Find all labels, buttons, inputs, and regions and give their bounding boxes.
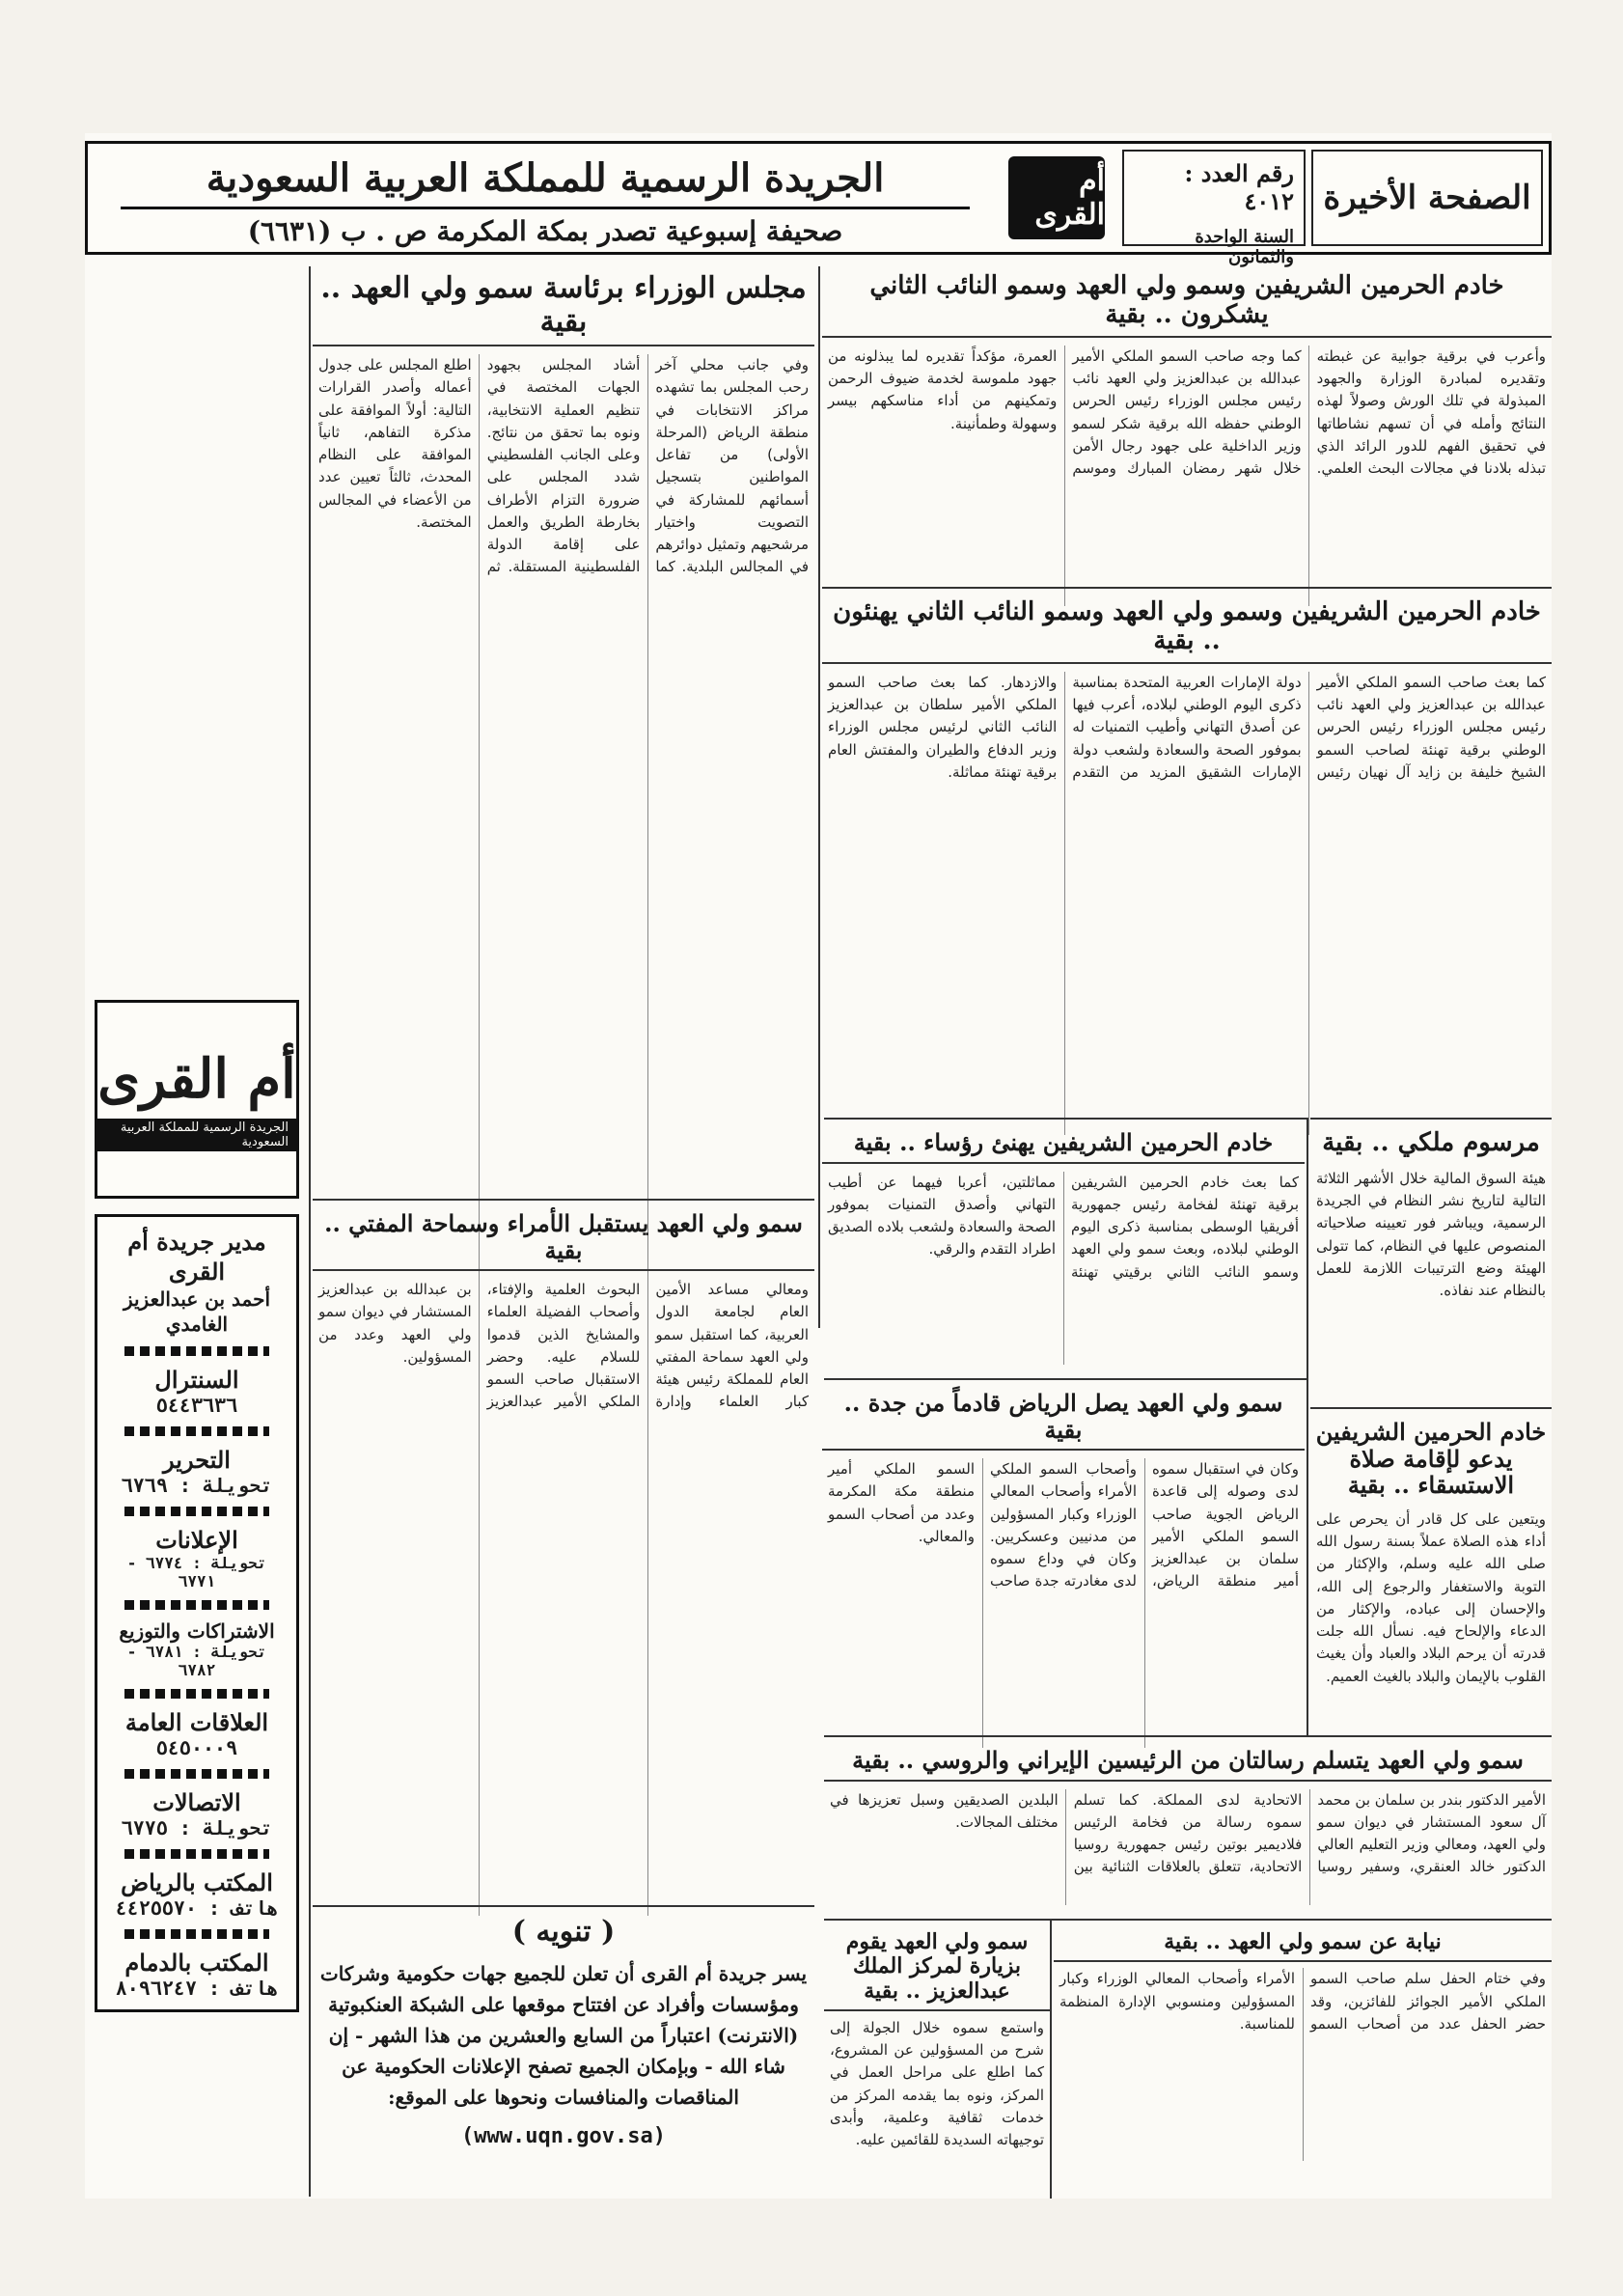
contact-label: الاشتراكات والتوزيع xyxy=(119,1619,275,1644)
article-body: وفي جانب محلي آخر رحب المجلس بما تشهده مراكز الانتخابات في منطقة الرياض (المرحلة الأولى) من تفاعل المواطنين بتسجيل أسمائهم للمشاركة في التصويت واختيار مرشحيهم وتمثيل دوائرهم في المجالس البلدية. كما أشاد المجلس بجهود الجهات المختصة في تنظيم العملية الانتخابية، ونوه بما تحقق من نتائج. وعلى الجانب الفلسطيني شدد المجلس على ضرورة التزام الأطراف بخارطة الطريق والعمل على إقامة الدولة الفلسطينية المستقلة. ثم اطلع المجلس على جدول أعماله وأصدر القرارات التالية: أولاً الموافقة على مذكرة التفاهم، ثانياً الموافقة على النظام المحدث، ثالثاً تعيين عدد من الأعضاء في المجالس المختصة. xyxy=(318,356,809,576)
separator xyxy=(124,1689,269,1699)
article-headline: سمو ولي العهد يتسلم رسالتان من الرئيسين الإيراني والروسي .. بقية xyxy=(824,1741,1552,1782)
article xyxy=(1054,1924,1552,2195)
article-body: واستمع سموه خلال الجولة إلى شرح من المسؤولين عن المشروع، كما اطلع على مراحل العمل في المركز، ونوه بما يقدمه المركز من خدمات ثقافية وعلمية، وأبدى توجيهاته السديدة للقائمين عليه. xyxy=(830,2018,1044,2149)
section-divider xyxy=(824,1735,1552,1737)
notice-body: يسر جريدة أم القرى أن تعلن للجميع جهات حكومية وشركات ومؤسسات وأفراد عن افتتاح موقعها على الشبكة العنكبوتية (الانترنت) اعتباراً من السابع والعشرين من هذا الشهر - إن شاء الله - وبإمكان الجميع تصفح الإعلانات الحكومية عن المناقصات والمنافسات ونحوها على الموقع: xyxy=(319,1962,808,2109)
contact-item xyxy=(105,1868,289,1920)
contact-number: هاتف : ٨٠٩٦٢٤٧ xyxy=(115,1977,279,2001)
section-divider xyxy=(822,587,1552,589)
article-headline: سمو ولي العهد يصل الرياض قادماً من جدة .. بقية xyxy=(822,1384,1305,1451)
article-headline: مرسوم ملكي .. بقية xyxy=(1322,1128,1540,1157)
sidebar xyxy=(85,266,309,2197)
masthead-titles xyxy=(101,150,989,246)
article-body: وفي ختام الحفل سلم صاحب السمو الملكي الأمير الجوائز للفائزين، وقد حضر الحفل عدد من أصحاب السمو الأمراء وأصحاب المعالي الوزراء وكبار المسؤولين ومنسوبي الإدارة المنظمة للمناسبة. xyxy=(1059,1970,1546,2033)
contact-number: تحويلة : ٦٧٧٥ xyxy=(121,1816,273,1840)
contact-number: ٥٤٤٣٦٣٦ xyxy=(155,1394,238,1418)
article-headline: مجلس الوزراء برئاسة سمو ولي العهد .. بقية xyxy=(313,266,814,346)
masthead-logo xyxy=(999,150,1114,246)
contact-label: المكتب بالدمام xyxy=(124,1949,269,1978)
notice-box xyxy=(316,1915,811,2156)
article xyxy=(824,1924,1050,2195)
contact-label: التحرير xyxy=(163,1446,231,1475)
article xyxy=(822,266,1552,585)
masthead xyxy=(85,141,1552,267)
separator xyxy=(124,1769,269,1779)
section-divider xyxy=(824,1118,1307,1120)
notice-url: (www.uqn.gov.sa) xyxy=(461,2124,666,2148)
contact-number: تحويلة : ٦٧٧٤ - ٦٧٧١ xyxy=(126,1554,267,1591)
separator xyxy=(124,1929,269,1939)
article-headline: سمو ولي العهد يستقبل الأمراء وسماحة المفتي .. بقية xyxy=(313,1204,814,1271)
article xyxy=(824,1741,1552,1915)
issue-number: رقم العدد : ٤٠١٢ xyxy=(1184,159,1294,215)
article-body: وأعرب في برقية جوابية عن غبطته وتقديره لمبادرة الوزارة والجهود المبذولة في تلك الورش وصولاً لهذه النتائج وأمله في أن تسهم نشاطاتها في تحقيق الفهم للدور الرائد الذي تبذله بلادنا في مجالات البحث العلمي. كما وجه صاحب السمو الملكي الأمير عبدالله بن عبدالعزيز ولي العهد نائب رئيس مجلس الوزراء رئيس الحرس الوطني حفظه الله برقية شكر لسمو وزير الداخلية على جهود رجال الأمن خلال شهر رمضان المبارك وموسم العمرة، مؤكداً تقديره لما يبذلونه من جهود ملموسة لخدمة ضيوف الرحمن وتمكينهم من أداء مناسكهم بيسر وسهولة وطمأنينة. xyxy=(828,346,1546,478)
separator xyxy=(124,1849,269,1859)
article-headline: خادم الحرمين الشريفين يهنئ رؤساء .. بقية xyxy=(822,1123,1305,1164)
section-divider xyxy=(824,1378,1307,1380)
contact-item xyxy=(105,1788,289,1840)
contact-item xyxy=(105,1526,289,1591)
article xyxy=(1310,1123,1552,1403)
sidebar-logo-text: أم القرى xyxy=(97,1047,296,1111)
column-divider xyxy=(818,266,820,1328)
manager-name: أحمد بن عبدالعزيز الغامدي xyxy=(123,1287,271,1337)
contact-number: ٥٤٥٠٠٠٩ xyxy=(155,1736,238,1760)
article-body: كما بعث صاحب السمو الملكي الأمير عبدالله بن عبدالعزيز ولي العهد نائب رئيس مجلس الوزراء رئيس الحرس الوطني برقية تهنئة لصاحب السمو الشيخ خليفة بن زايد آل نهيان رئيس دولة الإمارات العربية المتحدة بمناسبة ذكرى اليوم الوطني لبلاده، أعرب فيها عن أصدق التهاني وأطيب التمنيات له بموفور الصحة والسعادة ولشعب دولة الإمارات الشقيق المزيد من التقدم والازدهار. كما بعث صاحب السمو الملكي الأمير سلطان بن عبدالعزيز النائب الثاني لرئيس مجلس الوزراء وزير الدفاع والطيران والمفتش العام برقية تهنئة مماثلة. xyxy=(828,673,1546,781)
section-divider xyxy=(824,1919,1552,1921)
article xyxy=(822,593,1552,1114)
section-divider xyxy=(1310,1118,1552,1120)
article xyxy=(313,1204,814,1899)
article-body: الأمير الدكتور بندر بن سلمان بن محمد آل سعود المستشار في ديوان سمو ولي العهد، ومعالي وزير التعليم العالي الدكتور خالد العنقري، وسفير روسيا الاتحادية لدى المملكة. كما تسلم سموه رسالة من فخامة الرئيس فلاديمير بوتين رئيس جمهورية روسيا الاتحادية، تتعلق بالعلاقات الثنائية بين البلدين الصديقين وسبل تعزيزها في مختلف المجالات. xyxy=(830,1790,1546,1876)
column-divider xyxy=(1050,1919,1052,2199)
column-divider xyxy=(1307,1118,1308,1735)
contact-label: المكتب بالرياض xyxy=(121,1868,273,1897)
contact-label: الإعلانات xyxy=(155,1526,238,1555)
section-divider xyxy=(313,1905,814,1907)
article-headline: خادم الحرمين الشريفين وسمو ولي العهد وسمو النائب الثاني يشكرون .. بقية xyxy=(822,266,1552,338)
article-headline: سمو ولي العهد يقوم بزيارة لمركز الملك عبدالعزيز .. بقية xyxy=(824,1924,1050,2011)
contacts-box xyxy=(95,1214,299,2012)
article-body: ومعالي مساعد الأمين العام لجامعة الدول العربية، كما استقبل سمو ولي العهد سماحة المفتي العام للمملكة رئيس هيئة كبار العلماء وإدارة البحوث العلمية والإفتاء، وأصحاب الفضيلة العلماء والمشايخ الذين قدموا للسلام عليه. وحضر الاستقبال صاحب السمو الملكي الأمير عبدالعزيز بن عبدالله بن عبدالعزيز المستشار في ديوان سمو ولي العهد وعدد من المسؤولين. xyxy=(318,1281,809,1411)
article xyxy=(1310,1413,1552,1731)
article xyxy=(822,1123,1305,1374)
newspaper-title: الجريدة الرسمية للمملكة العربية السعودية xyxy=(206,155,885,201)
contact-number: تحويلة : ٦٧٨١ - ٦٧٨٢ xyxy=(126,1643,267,1680)
issue-year: السنة الواحدة والثمانون xyxy=(1195,227,1294,267)
contact-number: تحويلة : ٦٧٦٩ xyxy=(121,1474,273,1498)
contact-item xyxy=(105,1366,289,1417)
separator xyxy=(124,1426,269,1436)
last-page-label: الصفحة الأخيرة xyxy=(1311,150,1543,246)
separator xyxy=(124,1600,269,1610)
column-divider xyxy=(309,266,311,2197)
title-rule xyxy=(121,207,970,209)
sidebar-logo xyxy=(95,1000,299,1199)
sidebar-logo-caption: الجريدة الرسمية للمملكة العربية السعودية xyxy=(97,1119,296,1151)
issue-info xyxy=(1122,150,1306,267)
notice-title: ( تنويه ) xyxy=(511,1915,616,1949)
contact-item xyxy=(105,1619,289,1679)
section-divider xyxy=(1310,1407,1552,1409)
article xyxy=(313,266,814,1328)
article-body: ويتعين على كل قادر أن يحرص على أداء هذه الصلاة عملاً بسنة رسول الله صلى الله عليه وسلم، والإكثار من التوبة والاستغفار والرجوع إلى الله، والإحسان إلى عباده، والإكثار من الدعاء والإلحاح فيه. نسأل الله جلت قدرته أن يرحم البلاد والعباد وأن يغيث القلوب بالإيمان والبلاد بالغيث العميم. xyxy=(1316,1509,1546,1685)
contact-label: الاتصالات xyxy=(152,1788,241,1817)
contact-label: العلاقات العامة xyxy=(124,1708,269,1737)
contact-number: هاتف : ٤٤٢٥٥٧٠ xyxy=(115,1896,279,1921)
article-body: كما بعث خادم الحرمين الشريفين برقية تهنئة لفخامة رئيس جمهورية أفريقيا الوسطى بمناسبة ذكرى اليوم الوطني لبلاده، وبعث سمو ولي العهد وسمو النائب الثاني برقيتي تهنئة مماثلتين، أعربا فيهما عن أطيب التهاني وأصدق التمنيات بموفور الصحة والسعادة ولشعب بلاده الصديق اطراد التقدم والرقي. xyxy=(828,1173,1299,1281)
separator xyxy=(124,1346,269,1356)
section-divider xyxy=(313,1199,814,1201)
article xyxy=(822,1384,1305,1731)
article-body: وكان في استقبال سموه لدى وصوله إلى قاعدة الرياض الجوية صاحب السمو الملكي الأمير سلمان بن عبدالعزيز أمير منطقة الرياض، وأصحاب السمو الملكي الأمراء وأصحاب المعالي الوزراء وكبار المسؤولين من مدنيين وعسكريين. وكان في وداع سموه لدى مغادرته جدة صاحب السمو الملكي أمير منطقة مكة المكرمة وعدد من أصحاب السمو والمعالي. xyxy=(828,1460,1299,1591)
newspaper-page xyxy=(85,133,1552,2199)
contact-item xyxy=(105,1446,289,1497)
article-body: هيئة السوق المالية خلال الأشهر الثلاثة التالية لتاريخ نشر النظام في الجريدة الرسمية، ويباشر فور تعيينه صلاحياته المنصوص عليها في النظام، كما تتولى الهيئة وضع الترتيبات اللازمة للعمل بالنظام عند نفاذه. xyxy=(1316,1169,1546,1300)
article-headline: خادم الحرمين الشريفين وسمو ولي العهد وسمو النائب الثاني يهنئون .. بقية xyxy=(822,593,1552,664)
article-headline: خادم الحرمين الشريفين يدعو لإقامة صلاة الاستسقاء .. بقية xyxy=(1315,1418,1547,1500)
article-headline: نيابة عن سمو ولي العهد .. بقية xyxy=(1054,1924,1552,1962)
contact-label: السنترال xyxy=(154,1366,239,1395)
logo-mark: أم القرى xyxy=(1008,156,1105,239)
manager-title: مدير جريدة أم القرى xyxy=(127,1228,266,1286)
contact-item xyxy=(105,1949,289,2000)
separator xyxy=(124,1507,269,1516)
newspaper-subtitle: صحيفة إسبوعية تصدر بمكة المكرمة ص . ب (٦٦٣١) xyxy=(247,215,843,247)
contact-item xyxy=(105,1708,289,1759)
